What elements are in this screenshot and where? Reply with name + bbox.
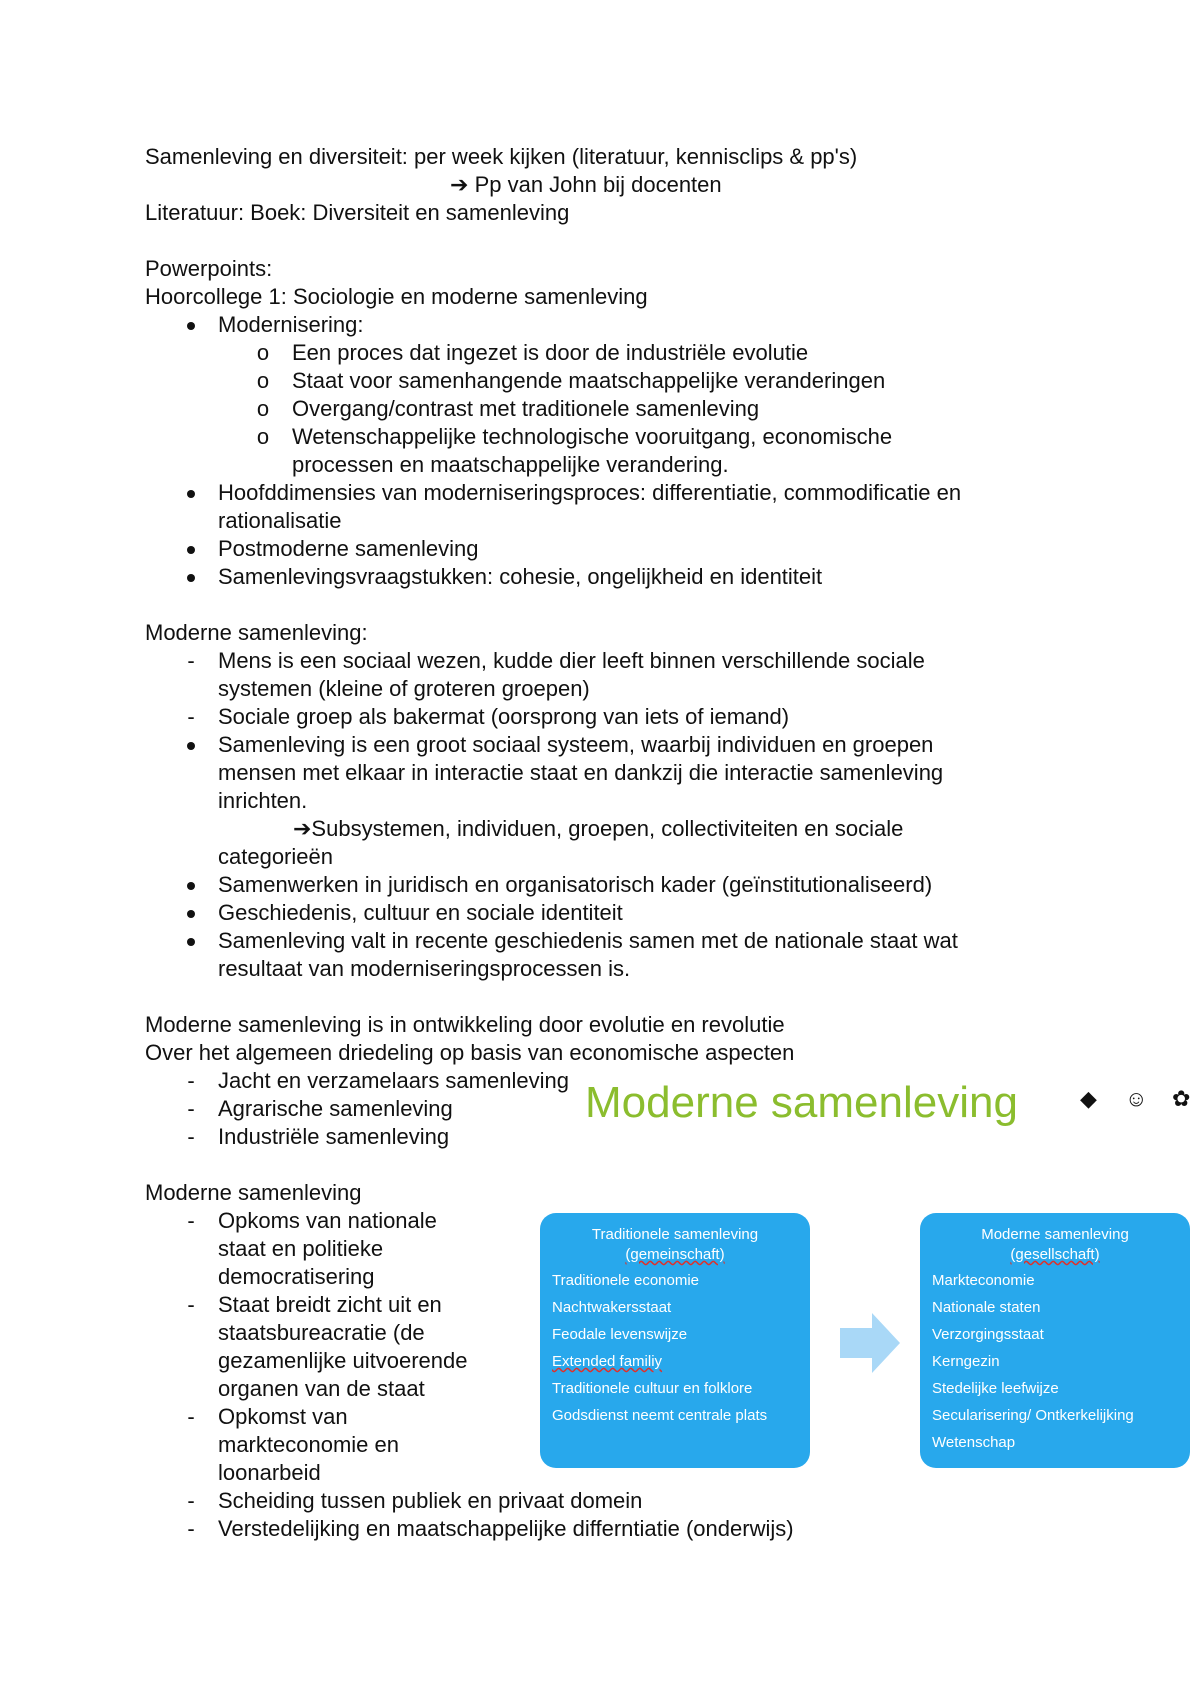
list-item: Samenleving is een groot sociaal systeem, waarbij individuen en groepen mensen met elkaar in interactie staat en dankzij die interactie samenleving inrichten. ➔Subsystemen, individuen, groepen, collectiviteiten en sociale categorieën bbox=[145, 731, 975, 871]
list-item: - Verstedelijking en maatschappelijke differntiatie (onderwijs) bbox=[187, 1516, 794, 1541]
list-item: - Agrarische samenleving bbox=[187, 1096, 453, 1121]
list-item: - Mens is een sociaal wezen, kudde dier leeft binnen verschillende sociale systemen (kleine of groteren groepen) bbox=[187, 648, 925, 701]
modern-list bbox=[920, 1267, 1190, 1456]
moderne-list bbox=[145, 647, 975, 983]
list-item: Modernisering: o Een proces dat ingezet is door de industriële evolutie o Staat voor samenhangende maatschappelijke veranderingen o Overgang/contrast met traditionele samenleving o Wetenschappelijke technologische vooruitgang, economische processen en maatschappelijke verandering. bbox=[145, 311, 1105, 479]
literature-line: Literatuur: Boek: Diversiteit en samenleving bbox=[145, 200, 570, 225]
decoration-icon: ✿ bbox=[1172, 1086, 1191, 1111]
list-item: - Opkomst van markteconomie en loonarbeid bbox=[187, 1404, 399, 1485]
list-item: Verzorgingsstaat bbox=[932, 1326, 1044, 1343]
division-line: Over het algemeen driedeling op basis van economische aspecten bbox=[145, 1040, 795, 1065]
section-heading: Moderne samenleving bbox=[145, 1180, 362, 1205]
list-item: Traditionele economie bbox=[552, 1272, 700, 1289]
person-icon: ☺ bbox=[1125, 1086, 1148, 1111]
list-item: o Een proces dat ingezet is door de industriële evolutie bbox=[256, 340, 809, 365]
list-item: Extended familiy bbox=[552, 1353, 663, 1370]
list-item: - Scheiding tussen publiek en privaat domein bbox=[187, 1488, 643, 1513]
list-item: Nachtwakersstaat bbox=[552, 1299, 672, 1316]
modern-society-box bbox=[920, 1213, 1190, 1468]
list-item: - Sociale groep als bakermat (oorsprong van iets of iemand) bbox=[187, 704, 790, 729]
list-item: Hoofddimensies van moderniseringsproces: differentiatie, commodificatie en rationalisatie bbox=[218, 480, 962, 533]
list-item: o Wetenschappelijke technologische vooruitgang, economische processen en maatschappelijke verandering. bbox=[256, 424, 893, 477]
list-item: Postmoderne samenleving bbox=[218, 536, 479, 561]
list-item: Markteconomie bbox=[932, 1272, 1035, 1289]
powerpoints-list bbox=[145, 311, 1105, 591]
list-item: o Overgang/contrast met traditionele samenleving bbox=[256, 396, 760, 421]
evolution-line: Moderne samenleving is in ontwikkeling door evolutie en revolutie bbox=[145, 1012, 785, 1037]
list-item: Feodale levenswijze bbox=[552, 1326, 688, 1343]
sub-list bbox=[218, 339, 1105, 479]
list-item: o Staat voor samenhangende maatschappelijke veranderingen bbox=[256, 368, 886, 393]
list-item: Samenwerken in juridisch en organisatorisch kader (geïnstitutionaliseerd) bbox=[218, 872, 933, 897]
decoration-icon: ◆ bbox=[1080, 1086, 1097, 1111]
list-item: - Jacht en verzamelaars samenleving bbox=[187, 1068, 569, 1093]
list-item: Traditionele cultuur en folklore bbox=[552, 1380, 753, 1397]
list-item: Stedelijke leefwijze bbox=[932, 1380, 1059, 1397]
box-heading: Traditionele samenleving (gemeinschaft) bbox=[591, 1226, 759, 1263]
list-item: Wetenschap bbox=[932, 1434, 1016, 1451]
powerpoints-heading: Powerpoints: bbox=[145, 256, 273, 281]
list-item: - Staat breidt zicht uit en staatsbureacratie (de gezamenlijke uitvoerende organen van de staat bbox=[187, 1292, 468, 1401]
intro-line: Samenleving en diversiteit: per week kijken (literatuur, kennisclips & pp's) bbox=[145, 144, 858, 169]
section-heading: Moderne samenleving: bbox=[145, 620, 368, 645]
right-arrow-icon bbox=[840, 1313, 900, 1373]
list-item: Godsdienst neemt centrale plats bbox=[552, 1407, 768, 1424]
list-item: - Industriële samenleving bbox=[187, 1124, 450, 1149]
list-item: Kerngezin bbox=[932, 1353, 1000, 1370]
traditional-list bbox=[540, 1267, 810, 1429]
list-item: - Opkoms van nationale staat en politieke democratisering bbox=[187, 1208, 437, 1289]
slide-figure bbox=[540, 1078, 1200, 1488]
box-heading: Moderne samenleving (gesellschaft) bbox=[981, 1226, 1129, 1263]
list-item: Nationale staten bbox=[932, 1299, 1041, 1316]
intro-arrow-line: ➔ Pp van John bij docenten bbox=[450, 172, 722, 197]
list-item: Geschiedenis, cultuur en sociale identiteit bbox=[218, 900, 623, 925]
slide-title: Moderne samenleving bbox=[585, 1078, 1018, 1127]
sub-arrow-line: ➔Subsystemen, individuen, groepen, collectiviteiten en sociale bbox=[293, 816, 904, 841]
traditional-society-box bbox=[540, 1213, 810, 1468]
list-item: Samenlevingsvraagstukken: cohesie, ongelijkheid en identiteit bbox=[218, 564, 823, 589]
lecture-title: Hoorcollege 1: Sociologie en moderne samenleving bbox=[145, 284, 648, 309]
list-item: Samenleving valt in recente geschiedenis samen met de nationale staat wat resultaat van moderniseringsprocessen is. bbox=[218, 928, 958, 981]
arrow-icon: ➔ bbox=[450, 172, 469, 197]
list-item: Secularisering/ Ontkerkelijking bbox=[932, 1407, 1134, 1424]
